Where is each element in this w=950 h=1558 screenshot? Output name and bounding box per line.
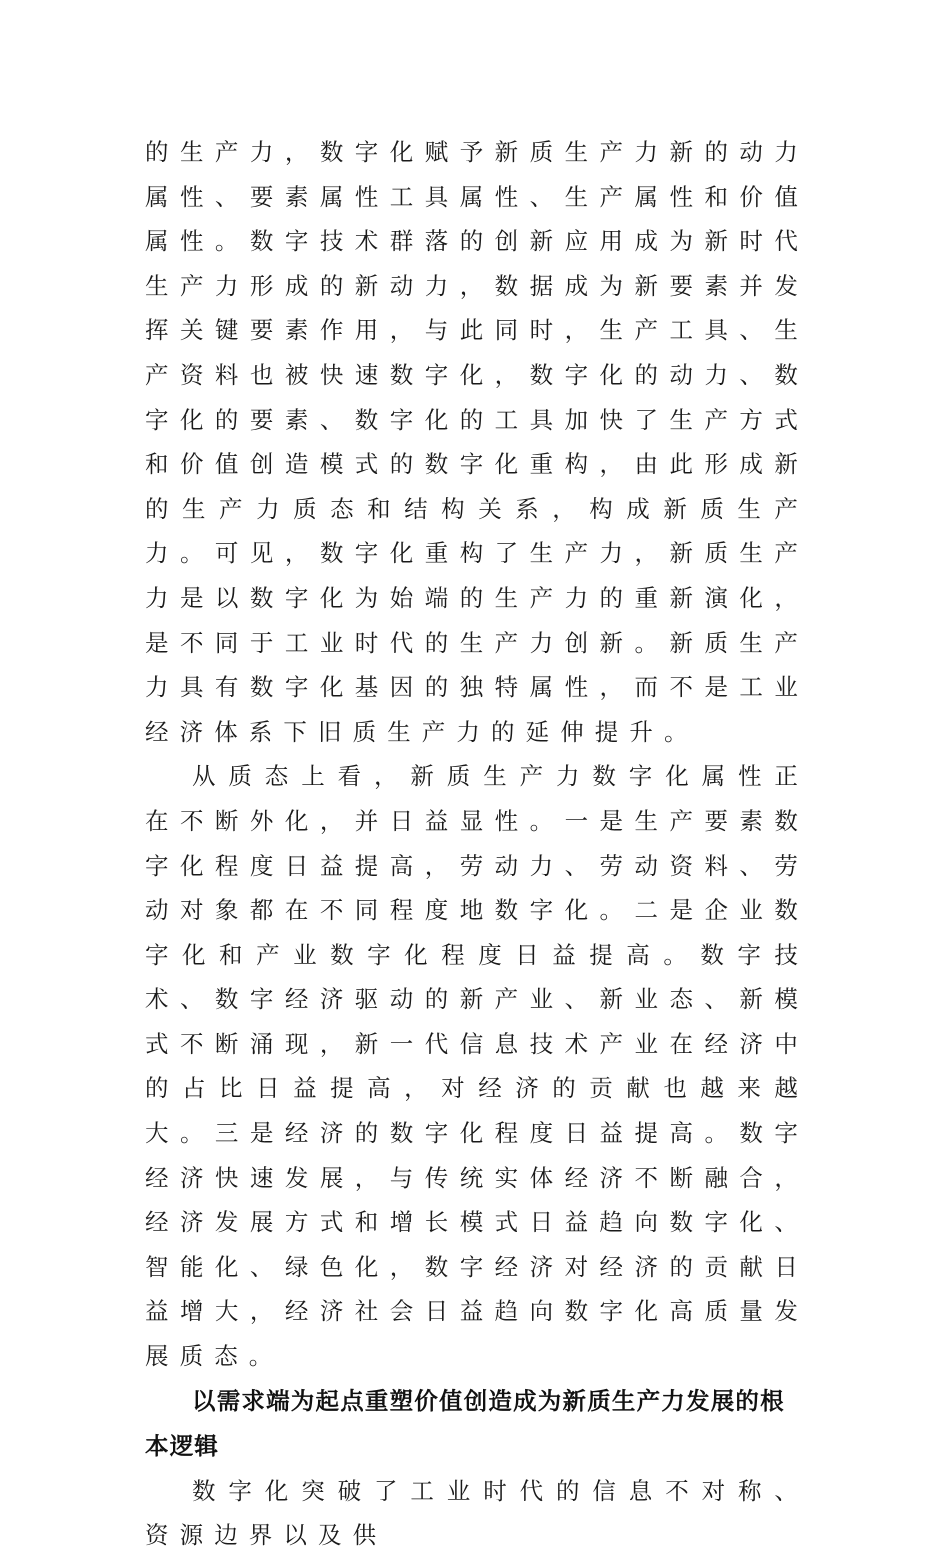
- section-heading: 以需求端为起点重塑价值创造成为新质生产力发展的根本逻辑: [145, 1386, 785, 1460]
- body-paragraph-2: 从质态上看，新质生产力数字化属性正在不断外化，并日益显性。一是生产要素数字化程度日益提高，劳动力、劳动资料、劳动对象都在不同程度地数字化。二是企业数字化和产业数字化程度日益提高。数字技术、数字经济驱动的新产业、新业态、新模式不断涌现，新一代信息技术产业在经济中的占比日益提高，对经济的贡献也越来越大。三是经济的数字化程度日益提高。数字经济快速发展，与传统实体经济不断融合，经济发展方式和增长模式日益趋向数字化、智能化、绿色化，数字经济对经济的贡献日益增大，经济社会日益趋向数字化高质量发展质态。: [145, 762, 809, 1371]
- body-paragraph-3: 数字化突破了工业时代的信息不对称、资源边界以及供: [145, 1476, 809, 1550]
- body-paragraph-1: 的生产力，数字化赋予新质生产力新的动力属性、要素属性工具属性、生产属性和价值属性。数字技术群落的创新应用成为新时代生产力形成的新动力，数据成为新要素并发挥关键要素作用，与此同时，生产工具、生产资料也被快速数字化，数字化的动力、数字化的要素、数字化的工具加快了生产方式和价值创造模式的数字化重构，由此形成新的生产力质态和结构关系，构成新质生产力。可见，数字化重构了生产力，新质生产力是以数字化为始端的生产力的重新演化，是不同于工业时代的生产力创新。新质生产力具有数字化基因的独特属性，而不是工业经济体系下旧质生产力的延伸提升。: [145, 138, 809, 746]
